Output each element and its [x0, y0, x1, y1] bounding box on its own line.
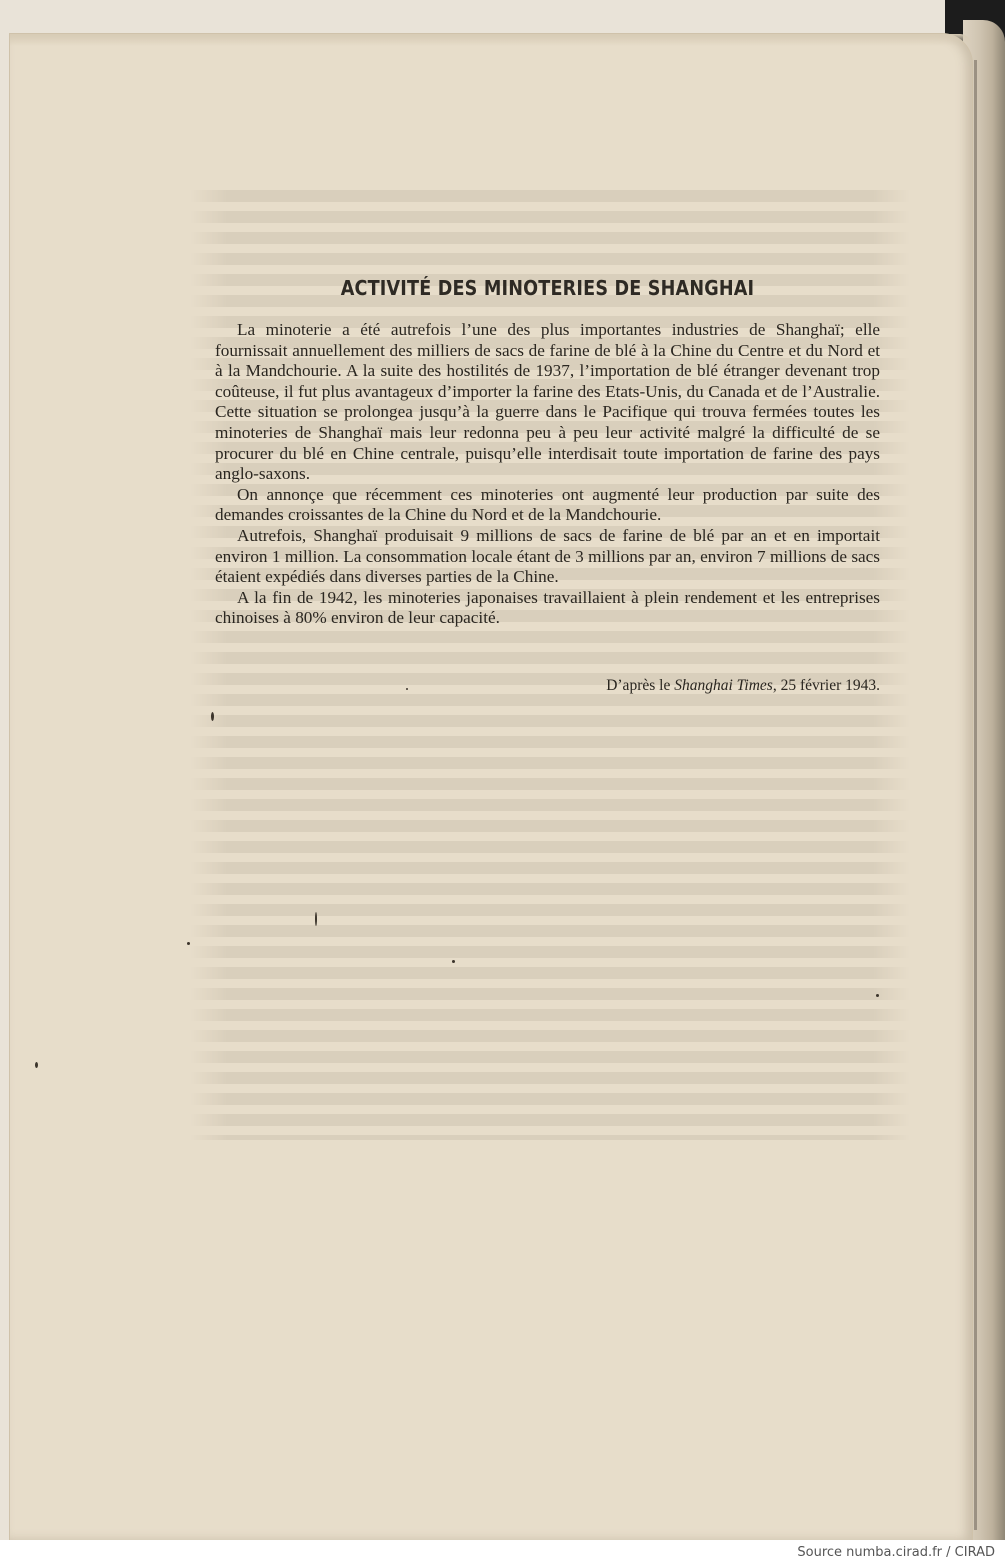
paragraph-4: A la fin de 1942, les minoteries japonaises travaillaient à plein rendement et les entreprises chinoises à 80% environ de leur capacité. — [215, 587, 880, 628]
ink-speck — [452, 960, 455, 963]
footer-bar — [0, 1540, 1005, 1566]
paragraph-2: On annonçe que récemment ces minoteries ont augmenté leur production par suite des demandes croissantes de la Chine du Nord et de la Mandchourie. — [215, 484, 880, 525]
ink-speck — [211, 712, 214, 721]
source-publication: Shanghai Times — [674, 677, 773, 694]
ink-speck — [876, 994, 879, 997]
source-prefix: D’après le — [606, 677, 671, 694]
source-date: , 25 février 1943. — [772, 677, 880, 694]
ink-speck — [35, 1062, 38, 1068]
ink-speck — [406, 688, 408, 690]
paragraph-1: La minoterie a été autrefois l’une des plus importantes industries de Shanghaï; elle fournissait annuellement des milliers de sacs de farine de blé à la Chine du Centre et du Nord et à la Mandchourie. A la suite des hostilités de 1937, l’importation de blé étranger devenant trop coûteuse, il fut plus avantageux d’importer la farine des Etats-Unis, du Canada et de l’Australie. Cette situation se prolongea jusqu’à la guerre dans le Pacifique qui trouva fermées toutes les minoteries de Shanghaï mais leur redonna peu à peu leur activité malgré la difficulté de se procurer du blé en Chine centrale, puisqu’elle interdisait toute importation de farine des pays anglo-saxons. — [215, 320, 880, 484]
source-credit: Source numba.cirad.fr / CIRAD — [797, 1545, 995, 1560]
article-body — [215, 320, 880, 629]
ink-speck — [187, 942, 190, 945]
source-citation — [215, 677, 880, 695]
page-top-edge — [10, 34, 972, 46]
page-binding-line — [974, 60, 977, 1530]
ink-speck — [315, 912, 317, 926]
paragraph-3: Autrefois, Shanghaï produisait 9 millions de sacs de farine de blé par an et en importait environ 1 million. La consommation locale étant de 3 millions par an, environ 7 millions de sacs étaient expédiés dans diverses parties de la Chine. — [215, 525, 880, 587]
page-title: ACTIVITÉ DES MINOTERIES DE SHANGHAI — [340, 276, 755, 300]
